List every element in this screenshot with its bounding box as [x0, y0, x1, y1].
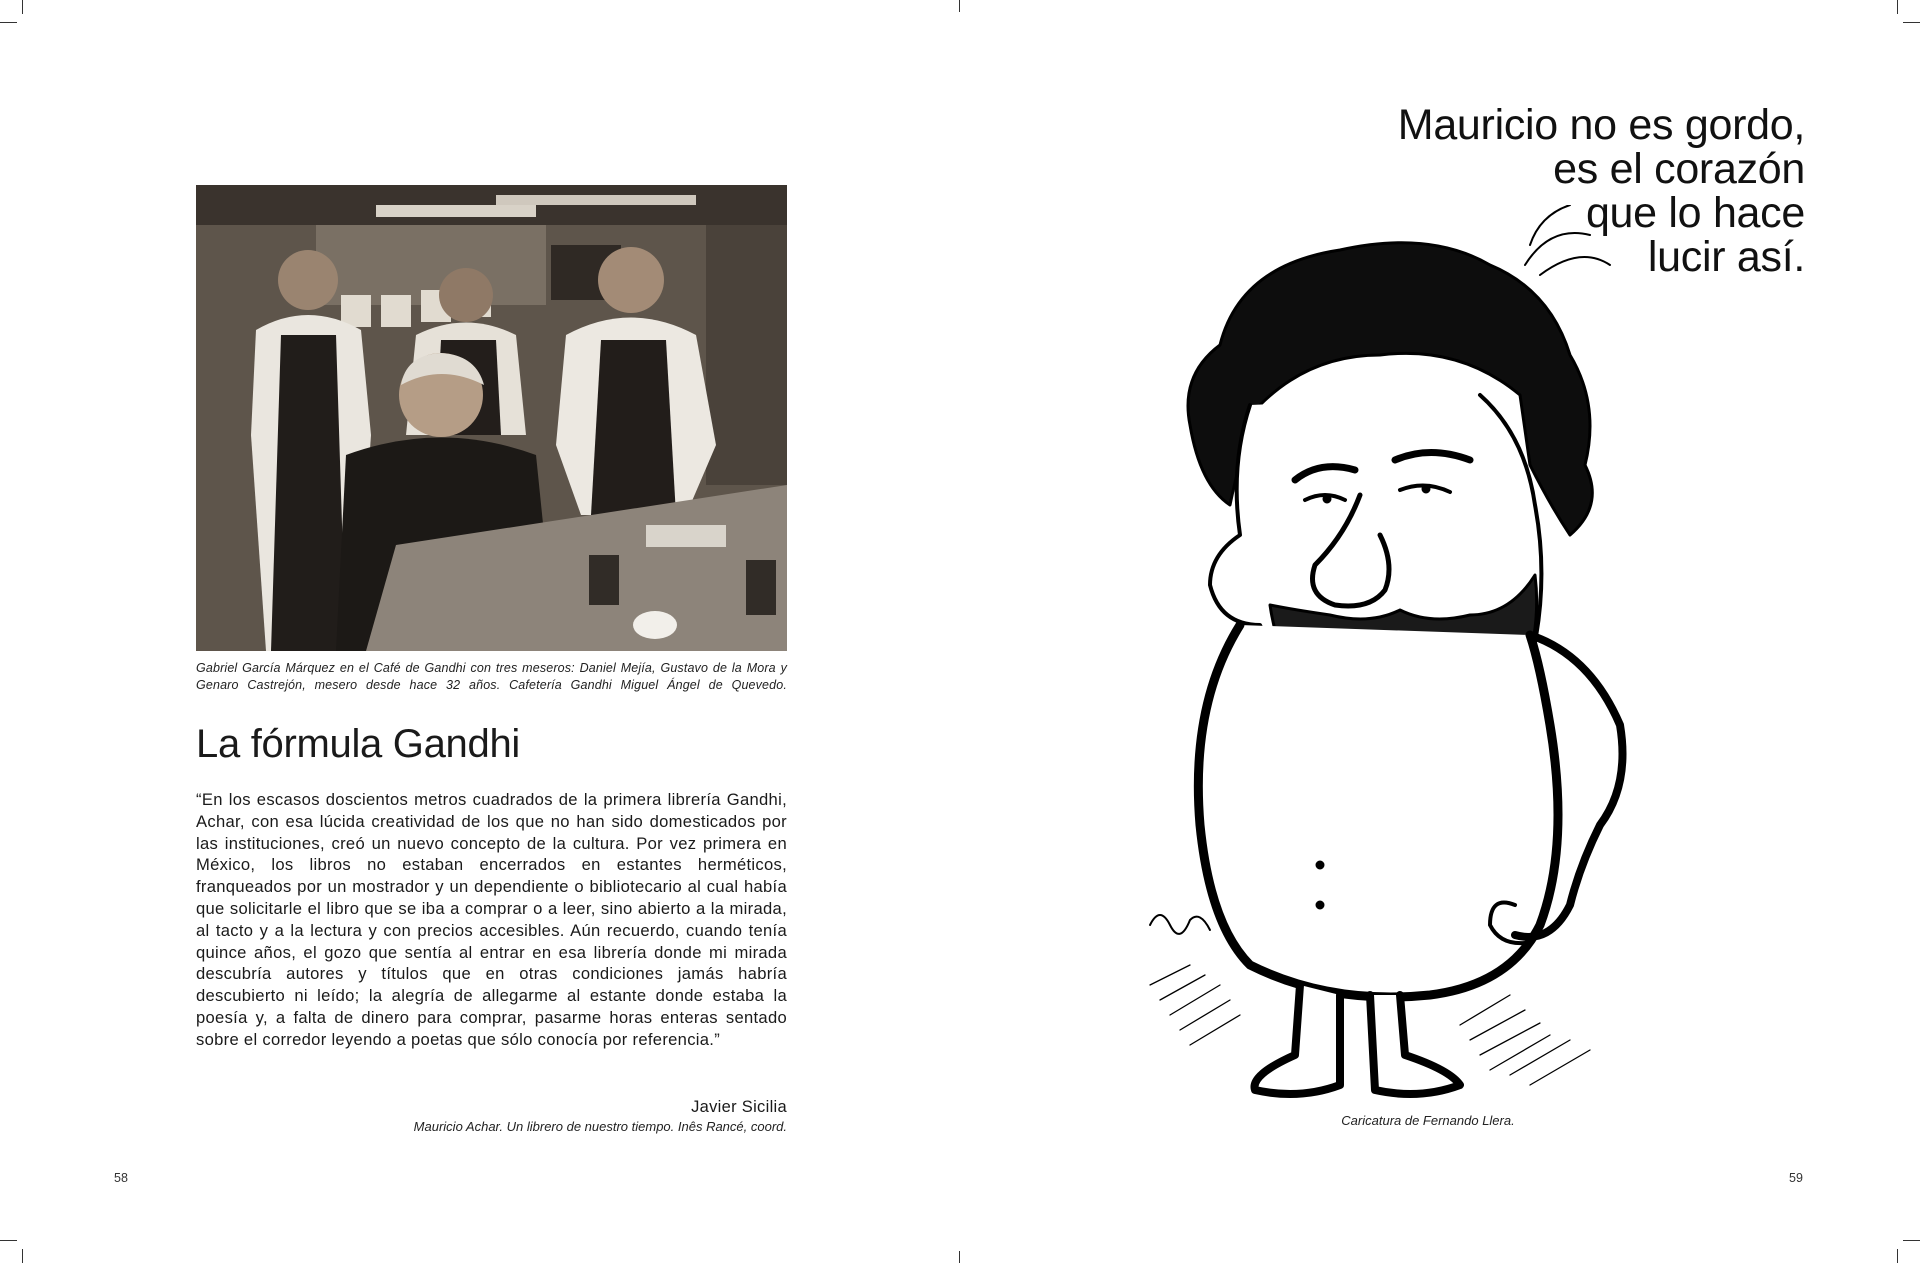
- page-number-right: 59: [1789, 1171, 1803, 1185]
- caricature-drawing: [1130, 205, 1680, 1105]
- photo-illustration: [196, 185, 787, 651]
- pull-quote-line: es el corazón: [1553, 145, 1805, 193]
- quote-author: Javier Sicilia: [691, 1098, 787, 1116]
- photo-cafe-gandhi: [196, 185, 787, 651]
- section-title: La fórmula Gandhi: [196, 722, 520, 766]
- body-quote-text: “En los escasos doscientos metros cuadrados de la primera librería Gandhi, Achar, con esa lúcida creatividad de los que no han sido domesticados por las instituciones, creó un nuevo concepto de la cultura. Por vez primera en México, los libros no estaban encerrados en estantes herméticos, franqueados por un mostrador y un dependiente o bibliotecario al cual había que solicitarle el libro que se iba a comprar o a leer, sino abierto a la mirada, al tacto y a la lectura y con precios accesibles. Aún recuerdo, cuando tenía quince años, el gozo que sentía al entrar en esa librería donde mi mirada descubría autores y títulos que en otras condiciones jamás habría descubierto ni leído; la alegría de allegarme al estante donde estaba la poesía y, a falta de dinero para comprar, pasarme horas enteras sentado sobre el corredor leyendo a poetas que sólo conocía por referencia.”: [196, 790, 787, 1049]
- caricature-illustration: [1130, 205, 1680, 1105]
- quote-source: Mauricio Achar. Un librero de nuestro tiempo. Inês Rancé, coord.: [413, 1119, 787, 1134]
- caricature-caption: Caricatura de Fernando Llera.: [1341, 1113, 1515, 1128]
- pull-quote-line: Mauricio no es gordo,: [1397, 101, 1805, 149]
- photo-caption: Gabriel García Márquez en el Café de Gandhi con tres meseros: Daniel Mejía, Gustavo de la Mora y Genaro Castrejón, mesero desde hace 32 años. Cafetería Gandhi Miguel Ángel de Quevedo.: [196, 661, 787, 692]
- page-number-left: 58: [114, 1171, 128, 1185]
- pull-quote-line: que lo hace: [1585, 189, 1805, 237]
- pull-quote-line: lucir así.: [1647, 233, 1805, 281]
